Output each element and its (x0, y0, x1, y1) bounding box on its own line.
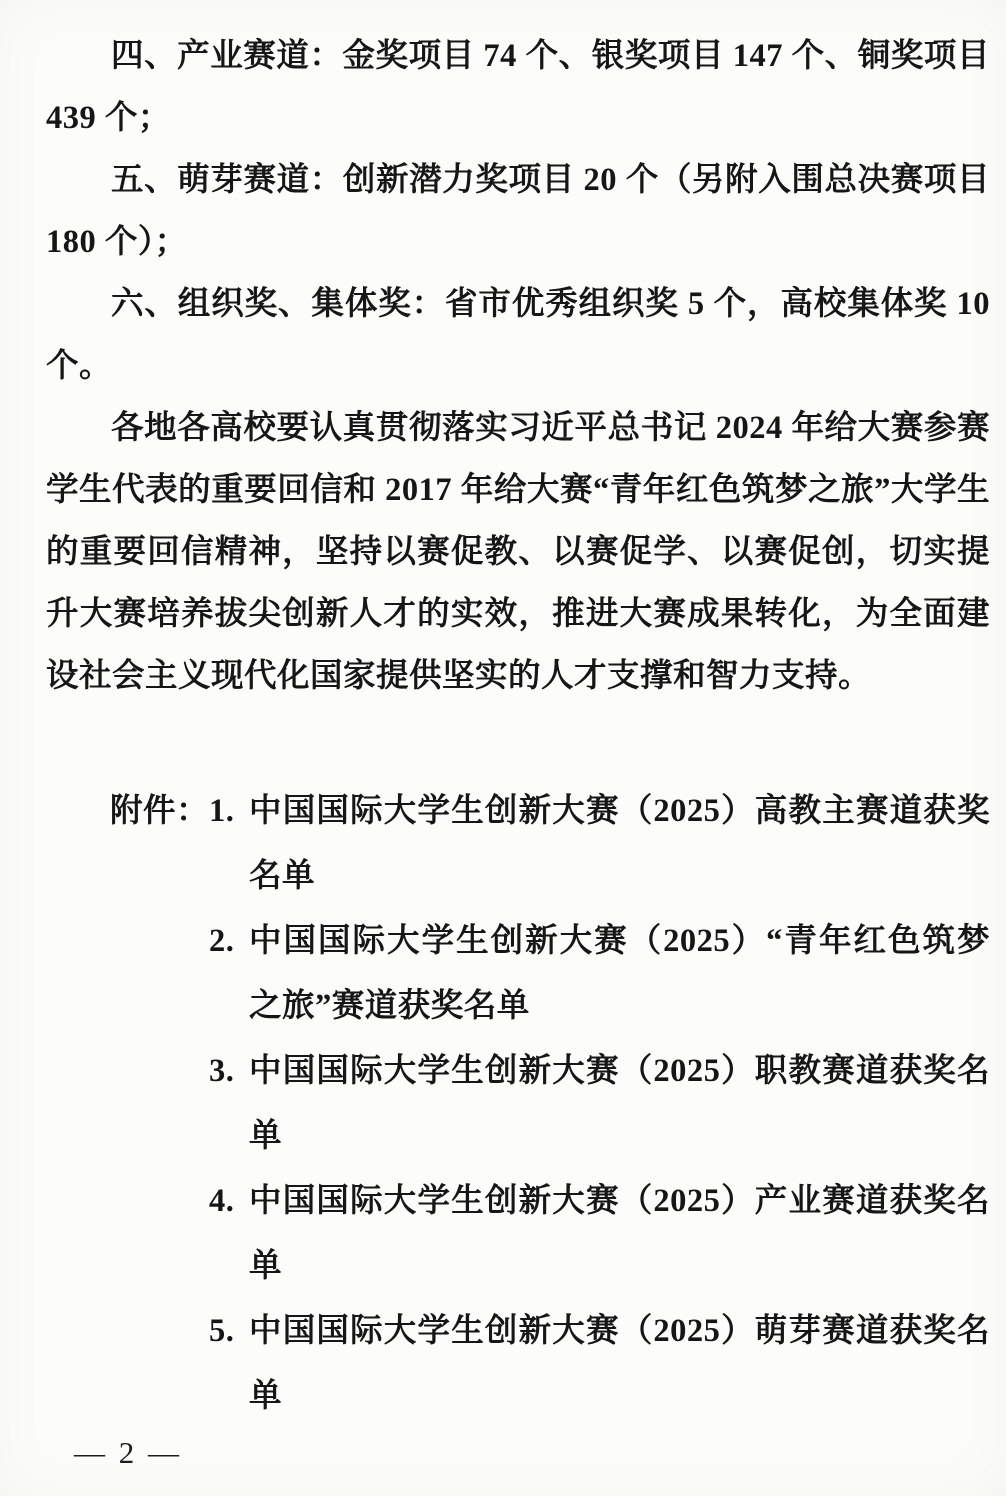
attachments-section (110, 779, 990, 1429)
attachment-item-5 (209, 1299, 990, 1429)
attachment-number: 3. (209, 1053, 235, 1089)
attachment-number: 5. (209, 1313, 235, 1349)
attachment-title: 中国国际大学生创新大赛（2025）高教主赛道获奖名单 (249, 793, 990, 894)
attachment-title: 中国国际大学生创新大赛（2025）萌芽赛道获奖名单 (249, 1313, 990, 1414)
attachment-title: 中国国际大学生创新大赛（2025）“青年红色筑梦之旅”赛道获奖名单 (249, 923, 990, 1024)
attachment-number: 4. (209, 1183, 235, 1219)
paragraph-implementation-guidance: 各地各高校要认真贯彻落实习近平总书记 2024 年给大赛参赛学生代表的重要回信和 2017 年给大赛“青年红色筑梦之旅”大学生的重要回信精神，坚持以赛促教、以赛促学、以赛促创，切实提升大赛培养拔尖创新人才的实效，推进大赛成果转化，为全面建设社会主义现代化国家提供坚实的人才支撑和智力支持。 (46, 410, 990, 694)
attachment-item-1 (209, 779, 990, 909)
attachment-item-2 (209, 909, 990, 1039)
attachment-title: 中国国际大学生创新大赛（2025）职教赛道获奖名单 (249, 1053, 990, 1154)
paragraph-seedling-track-awards: 五、萌芽赛道：创新潜力奖项目 20 个（另附入围总决赛项目 180 个）； (46, 162, 990, 260)
page-number: — 2 — (74, 1435, 182, 1470)
attachment-item-4 (209, 1169, 990, 1299)
paragraph-organization-collective-awards: 六、组织奖、集体奖：省市优秀组织奖 5 个，高校集体奖 10 个。 (46, 286, 990, 384)
attachment-item-3 (209, 1039, 990, 1169)
attachments-label: 附件： (110, 793, 210, 829)
attachment-number: 1. (209, 793, 235, 829)
paragraph-industry-track-awards: 四、产业赛道：金奖项目 74 个、银奖项目 147 个、铜奖项目 439 个； (46, 38, 990, 136)
attachments-list (209, 779, 990, 1429)
document-body (0, 0, 1006, 707)
attachment-number: 2. (209, 923, 235, 959)
page-footer (74, 1437, 182, 1468)
attachment-title: 中国国际大学生创新大赛（2025）产业赛道获奖名单 (249, 1183, 990, 1284)
